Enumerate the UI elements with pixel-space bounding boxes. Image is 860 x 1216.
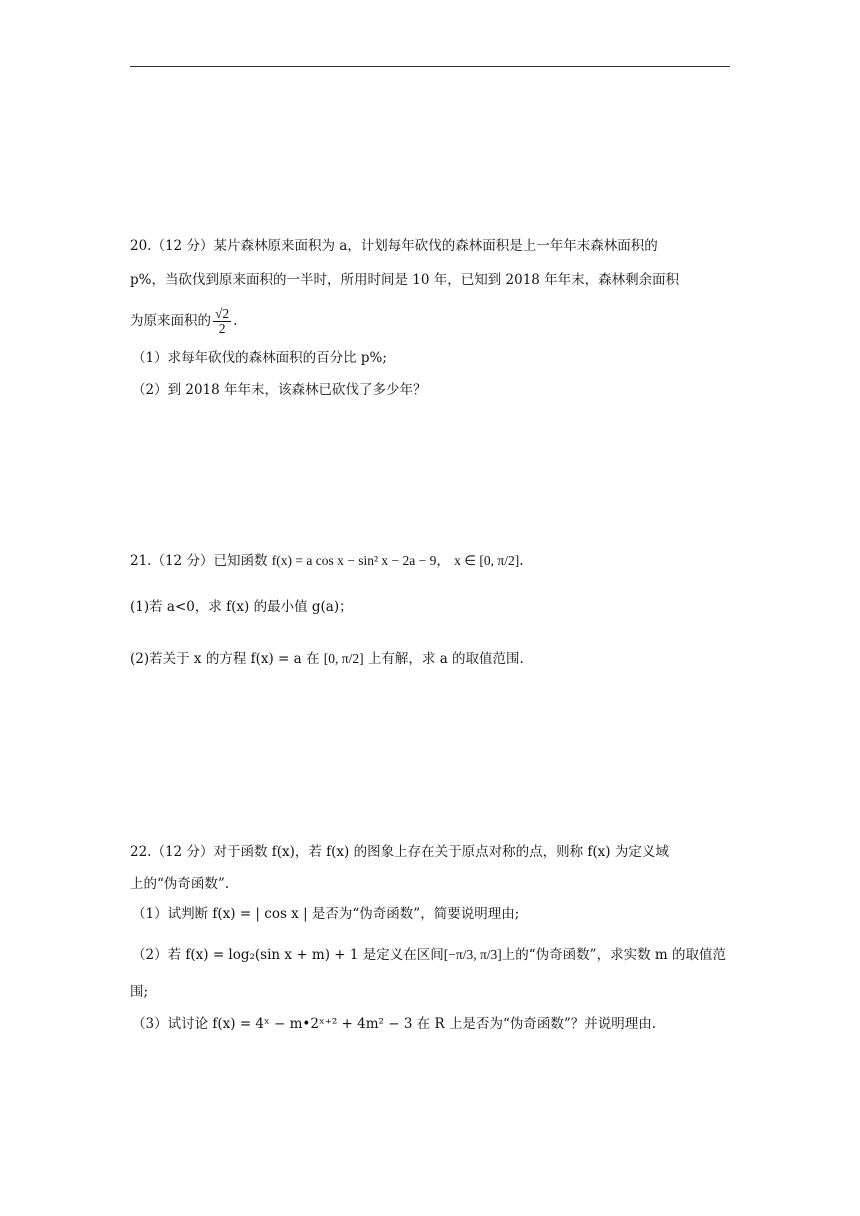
q20-line-3 — [130, 304, 237, 338]
q20-line-3-prefix: 为原来面积的 — [130, 313, 211, 329]
q21-head: 21.（12 分）已知函数 f(x) = a cos x − sin² x − 2a − 9， x ∈ [0, π/2]. — [130, 553, 524, 569]
q22-part-2-a: （2）若 f(x) = log₂(sin x + m) + 1 是定义在区间 — [132, 947, 444, 963]
q22-part-2-b: 上的“伪奇函数”，求实数 m 的取值范 — [501, 947, 726, 963]
q22-part-2-interval: [−π/3, π/3] — [443, 947, 502, 962]
q22-part-2 — [132, 942, 726, 968]
q21-part-2: (2)若关于 x 的方程 f(x) = a 在 [0, π/2] 上有解，求 a 的取值范围. — [130, 651, 524, 667]
q20-part-2: （2）到 2018 年年末，该森林已砍伐了多少年？ — [132, 382, 427, 398]
q20-line-2: p%，当砍伐到原来面积的一半时，所用时间是 10 年，已知到 2018 年年末，森林剩余面积 — [130, 272, 680, 288]
q21-domain: x ∈ [0, π/2] — [454, 553, 520, 568]
fraction-denominator: 2 — [218, 321, 226, 336]
fraction-numerator: √2 — [215, 306, 230, 321]
q20-line-1: 20.（12 分）某片森林原来面积为 a，计划每年砍伐的森林面积是上一年年末森林面积的 — [130, 238, 658, 254]
q21-part-1: (1)若 a<0，求 f(x) 的最小值 g(a)； — [130, 599, 353, 615]
q21-head-text: 21.（12 分）已知函数 — [130, 553, 268, 569]
q22-line-1: 22.（12 分）对于函数 f(x)，若 f(x) 的图象上存在关于原点对称的点，则称 f(x) 为定义域 — [130, 844, 669, 860]
q21-function: f(x) = a cos x − sin² x − 2a − 9 — [271, 553, 437, 568]
q21-part-2-a: (2)若关于 x 的方程 f(x) = a 在 — [130, 651, 320, 667]
q22-part-1: （1）试判断 f(x) = | cos x | 是否为“伪奇函数”，简要说明理由; — [132, 906, 520, 922]
header-rule — [130, 66, 730, 67]
q22-part-3: （3）试讨论 f(x) = 4ˣ − m•2ˣ⁺² + 4m² − 3 在 R 上是否为“伪奇函数”？并说明理由. — [132, 1016, 657, 1032]
q20-part-1: （1）求每年砍伐的森林面积的百分比 p%; — [132, 350, 387, 366]
fraction-sqrt2-over-2 — [213, 307, 231, 336]
q22-line-2: 上的“伪奇函数”. — [130, 876, 230, 892]
q21-part-2-b: 上有解，求 a 的取值范围. — [367, 651, 524, 667]
q22-part-2-wrap: 围; — [130, 984, 149, 1000]
q20-line-3-suffix: . — [233, 313, 238, 329]
